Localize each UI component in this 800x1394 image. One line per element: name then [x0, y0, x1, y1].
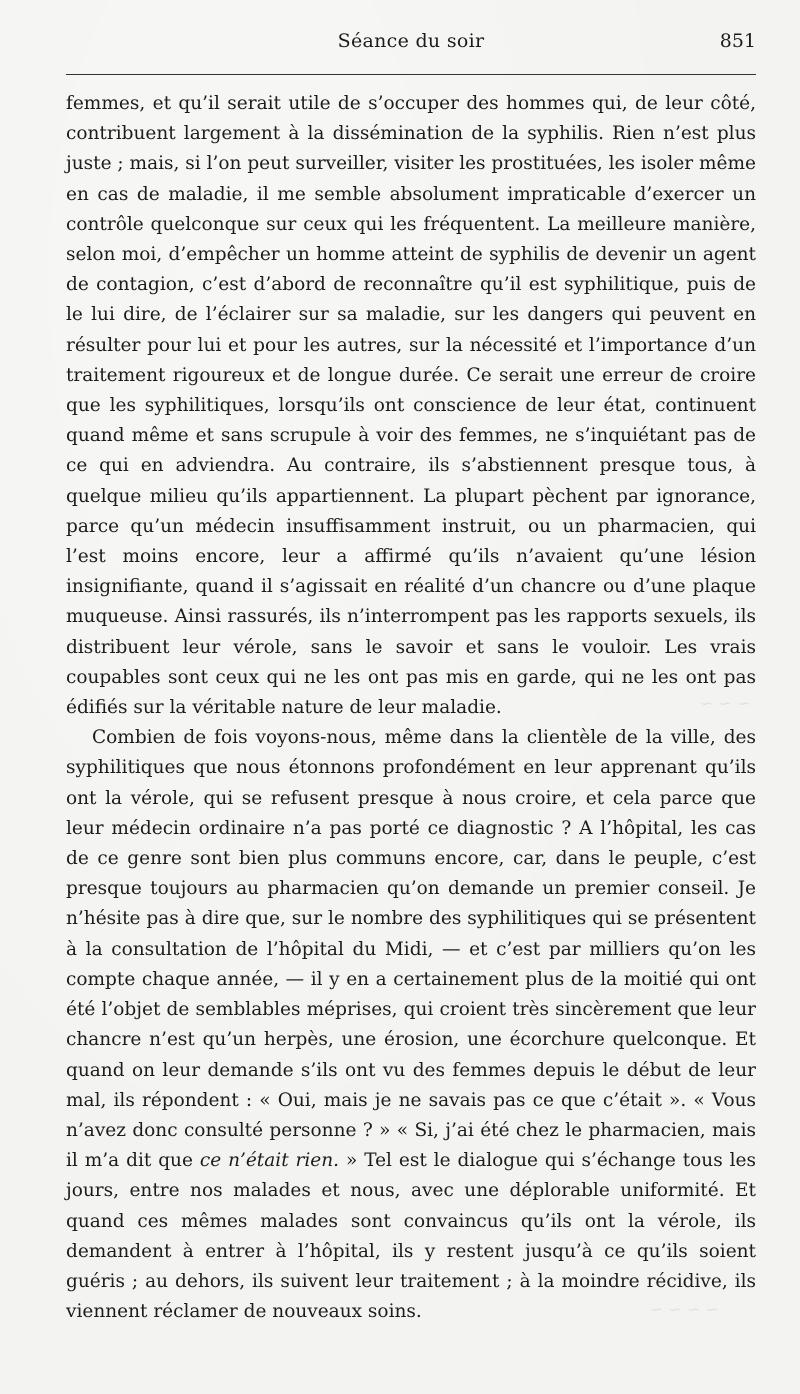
show-through-mark: ~ ~ ~ ~: [650, 1300, 719, 1319]
paragraph-1-text: femmes, et qu’il serait utile de s’occuper des hommes qui, de leur côté, contribuent largement à la dissémination de la syphilis. Rien n’est plus juste ; mais, si l’on peut surveiller, visiter les prostituées, les isoler même en cas de maladie, il me semble absolument impraticable d’exercer un contrôle quelconque sur ceux qui les fréquentent. La meilleure manière, selon moi, d’empêcher un homme atteint de syphilis de devenir un agent de contagion, c’est d’abord de reconnaître qu’il est syphilitique, puis de le lui dire, de l’éclairer sur sa maladie, sur les dangers qui peuvent en résulter pour lui et pour les autres, sur la nécessité et l’importance d’un traitement rigoureux et de longue durée. Ce serait une erreur de croire que les syphilitiques, lorsqu’ils ont conscience de leur état, continuent quand même et sans scrupule à voir des femmes, ne s’inquiétant pas de ce qui en adviendra. Au contraire, ils s’abstiennent presque tous, à quelque milieu qu’ils appartiennent. La plupart pèchent par ignorance, parce qu’un médecin insuffisamment instruit, ou un pharmacien, qui l’est moins encore, leur a affirmé qu’ils n’avaient qu’une lésion insignifiante, quand il s’agissait en réalité d’un chancre ou d’une plaque muqueuse. Ainsi rassurés, ils n’interrompent pas les rapports sexuels, ils distribuent leur vérole, sans le savoir et sans le vouloir. Les vrais coupables sont ceux qui ne les ont pas mis en garde, qui ne les ont pas édifiés sur la véritable nature de leur maladie.: [66, 93, 756, 719]
running-title: Séance du soir: [337, 30, 485, 52]
paragraph-2-text-end: » Tel est le dialogue qui s’échange tous les jours, entre nos malades et nous, avec une déplorable uniformité. Et quand ces mêmes malades sont convaincus qu’ils ont la vérole, ils demandent à entrer à l’hôpital, ils y restent jusqu’à ce qu’ils soient guéris ; au dehors, ils suivent leur traitement ; à la moindre récidive, ils viennent réclamer de nouveaux soins.: [66, 1150, 756, 1323]
paragraph-2-text-start: Combien de fois voyons-nous, même dans la clientèle de la ville, des syphilitiques que nous étonnons profondément en leur apprenant qu’ils ont la vérole, qui se refusent presque à nous croire, et cela parce que leur médecin ordinaire n’a pas porté ce diagnostic ? A l’hôpital, les cas de ce genre sont bien plus communs encore, car, dans le peuple, c’est presque toujours au pharmacien qu’on demande un premier conseil. Je n’hésite pas à dire que, sur le nombre des syphilitiques qui se présentent à la consultation de l’hôpital du Midi, — et c’est par milliers qu’on les compte chaque année, — il y en a certainement plus de la moitié qui ont été l’objet de semblables méprises, qui croient très sincèrement que leur chancre n’est qu’un herpès, une érosion, une écorchure quelconque. Et quand on leur demande s’ils ont vu des femmes depuis le début de leur mal, ils répondent : « Oui, mais je ne savais pas ce que c’était ». « Vous n’avez donc consulté personne ? » « Si, j’ai été chez le pharmacien, mais il m’a dit que: [66, 727, 756, 1172]
paragraph-1: [66, 89, 756, 723]
running-head: [66, 30, 756, 60]
body-text: [66, 89, 756, 1327]
paragraph-2: [66, 723, 756, 1327]
page-number: 851: [719, 30, 756, 52]
paragraph-2-italic-quote: ce n’était rien.: [199, 1150, 340, 1172]
header-rule: [66, 74, 756, 75]
show-through-mark: ~ ~ ~: [700, 694, 751, 713]
